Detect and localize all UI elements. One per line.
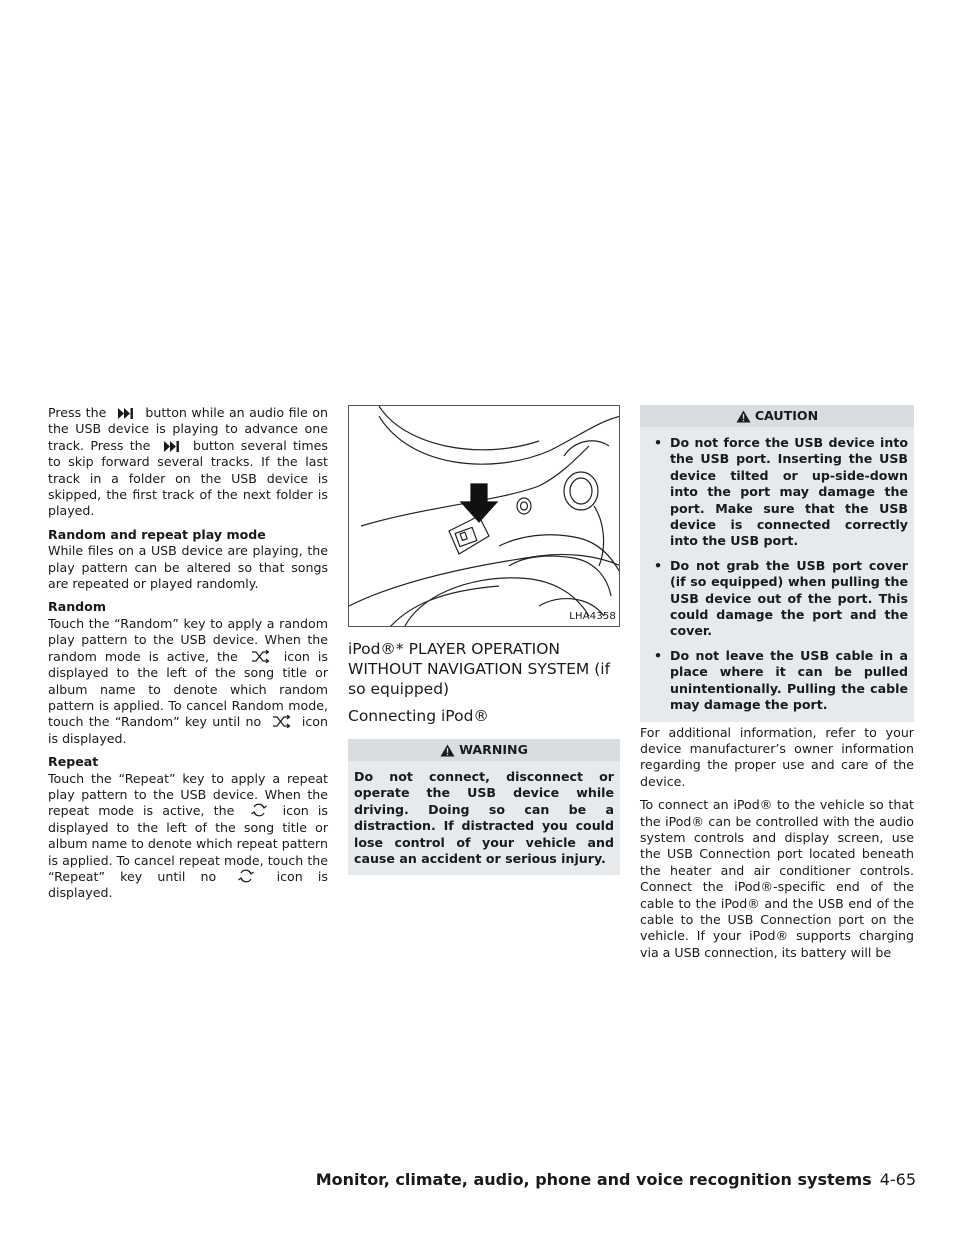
- skip-paragraph: [48, 405, 328, 520]
- warning-box: [348, 739, 620, 875]
- heading-repeat: Repeat: [48, 754, 99, 770]
- caution-box: [640, 405, 914, 722]
- caution-item: • Do not grab the USB port cover (if so equipped) when pulling the USB device out of the port. This could damage the port and the cover.: [654, 557, 908, 639]
- caution-list: [646, 435, 908, 714]
- repeat-text-b: icon is displayed to the left of the song title or album name to denote which repeat pattern is applied. To cancel repeat mode, touch the “Repeat” key until no: [48, 803, 328, 884]
- heading-random-repeat: Random and repeat play mode: [48, 526, 266, 542]
- right-column: [640, 405, 914, 968]
- caution-header: [640, 405, 914, 427]
- usb-port-illustration: [348, 405, 620, 627]
- warning-text: Do not connect, disconnect or operate the USB device while driving. Doing so can be a distraction. If distracted you could lose control of your vehicle and cause an accident or serious injury.: [354, 769, 614, 867]
- middle-column: [348, 405, 620, 875]
- repeat-text-a: Touch the “Repeat” key to apply a repeat play pattern to the USB device. When the repeat mode is active, the: [48, 770, 328, 819]
- skip-forward-icon: [157, 440, 187, 454]
- figure-code: LHA4358: [569, 610, 616, 622]
- warning-header: [348, 739, 620, 761]
- page-number: 4-65: [879, 1170, 916, 1189]
- subsection-title: Connecting iPod®: [348, 707, 489, 725]
- caution-item: • Do not force the USB device into the USB port. Inserting the USB device tilted or up-side-down into the port may damage the port. Make sure that the USB device is connected correctly into the USB port.: [654, 435, 908, 549]
- shuffle-icon: [267, 715, 297, 729]
- random-text-a: Touch the “Random” key to apply a random play pattern to the USB device. When the random mode is active, the: [48, 615, 328, 664]
- random-text-c: icon is displayed.: [48, 714, 328, 746]
- random-paragraph: [48, 616, 328, 747]
- caution-item: • Do not leave the USB cable in a place where it can be pulled unintentionally. Pulling the cable may damage the port.: [654, 647, 908, 713]
- skip-text-a: Press the: [48, 405, 107, 420]
- caution-body: [640, 427, 914, 722]
- warning-body: [348, 761, 620, 875]
- shuffle-icon: [246, 650, 276, 664]
- repeat-icon: [244, 803, 274, 817]
- caution-label: CAUTION: [754, 407, 819, 423]
- repeat-icon: [231, 869, 261, 883]
- section-title: iPod®* PLAYER OPERATION WITHOUT NAVIGATION SYSTEM (if so equipped): [348, 640, 611, 698]
- play-pattern-paragraph: While files on a USB device are playing, the play pattern can be altered so that songs are repeated or played randomly.: [48, 543, 328, 592]
- chapter-title: Monitor, climate, audio, phone and voice recognition systems: [315, 1170, 872, 1189]
- usb-port-drawing: [349, 406, 620, 627]
- page-footer: [0, 1170, 916, 1189]
- repeat-paragraph: [48, 771, 328, 902]
- repeat-text-c: icon is displayed.: [48, 868, 328, 901]
- left-column: [48, 405, 328, 909]
- warning-triangle-icon: [440, 744, 455, 757]
- heading-random: Random: [48, 599, 106, 615]
- skip-text-c: button several times to skip forward several tracks. If the last track in a folder on the USB device is skipped, the first track of the next folder is played.: [48, 437, 328, 519]
- additional-info-paragraph: For additional information, refer to your device manufacturer’s owner information regarding the proper use and care of the device.: [640, 724, 914, 789]
- skip-forward-icon: [111, 407, 141, 421]
- warning-label: WARNING: [459, 741, 528, 757]
- random-text-b: icon is displayed to the left of the song title or album name to denote which random pattern is applied. To cancel Random mode, touch the “Random” key until no: [48, 648, 328, 730]
- warning-triangle-icon: [736, 410, 751, 423]
- skip-text-b: button while an audio file on the USB device is playing to advance one track. Press the: [48, 405, 328, 453]
- connect-ipod-paragraph: To connect an iPod® to the vehicle so that the iPod® can be controlled with the audio system controls and display screen, use the USB Connection port located beneath the heater and air conditioner controls. Connect the iPod®-specific end of the cable to the iPod® and the USB end of the cable to the USB Connection port on the vehicle. If your iPod® supports charging via a USB connection, its battery will be: [640, 797, 914, 960]
